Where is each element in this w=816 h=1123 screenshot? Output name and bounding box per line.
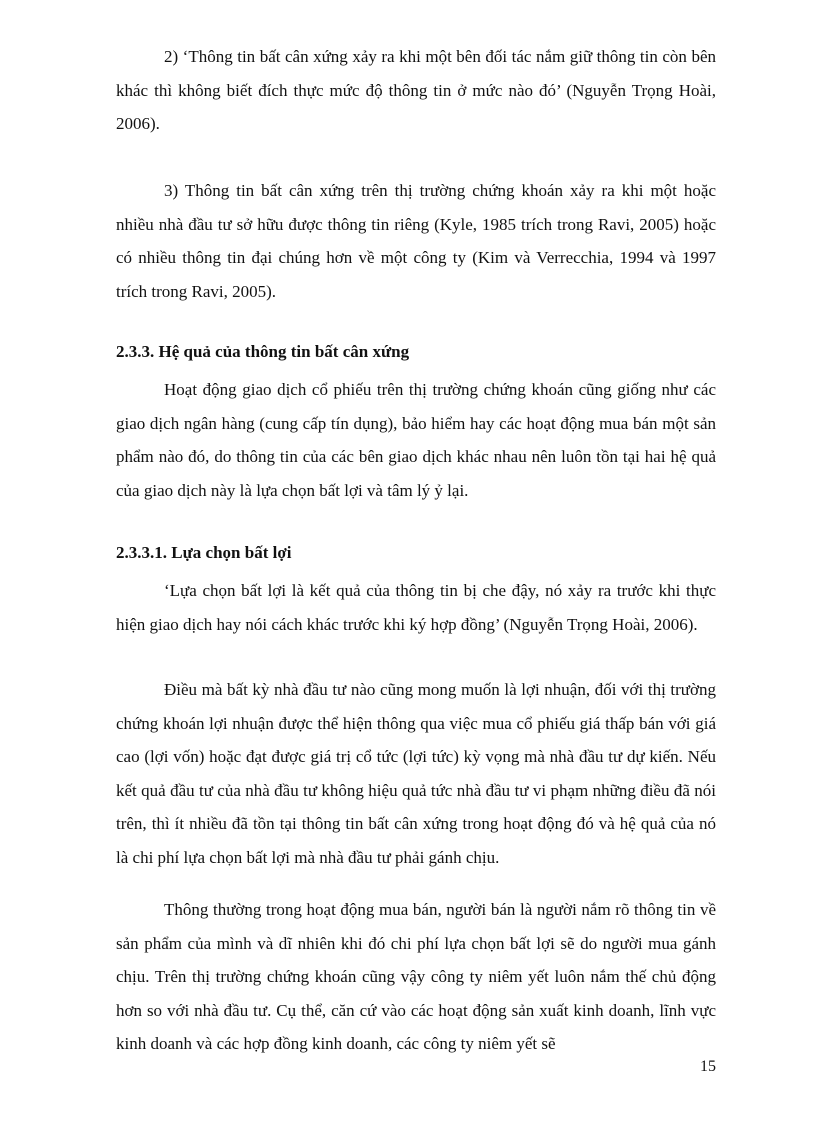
paragraph-definition-3: 3) Thông tin bất cân xứng trên thị trường chứng khoán xảy ra khi một hoặc nhiều nhà đầu tư sở hữu được thông tin riêng (Kyle, 1985 trích trong Ravi, 2005) hoặc có nhiều thông tin đại chúng hơn về một công ty (Kim và Verrecchia, 1994 và 1997 trích trong Ravi, 2005). (116, 181, 716, 301)
paragraph-adverse-selection-definition: ‘Lựa chọn bất lợi là kết quả của thông tin bị che đậy, nó xảy ra trước khi thực hiện giao dịch hay nói cách khác trước khi ký hợp đồng’ (Nguyễn Trọng Hoài, 2006). (116, 581, 716, 634)
section-heading-2-3-3: 2.3.3. Hệ quả của thông tin bất cân xứng (116, 342, 410, 361)
paragraph-investor-profit: Điều mà bất kỳ nhà đầu tư nào cũng mong muốn là lợi nhuận, đối với thị trường chứng khoán lợi nhuận được thể hiện thông qua việc mua cổ phiếu giá thấp bán với giá cao (lợi vốn) hoặc đạt được giá trị cổ tức (lợi tức) kỳ vọng mà nhà đầu tư dự kiến. Nếu kết quả đầu tư của nhà đầu tư không hiệu quả tức nhà đầu tư vi phạm những điều đã nói trên, thì ít nhiều đã tồn tại thông tin bất cân xứng trong hoạt động đó và hệ quả của nó là chi phí lựa chọn bất lợi mà nhà đầu tư phải gánh chịu. (116, 680, 716, 867)
section-heading-2-3-3-1: 2.3.3.1. Lựa chọn bất lợi (116, 543, 292, 562)
paragraph-definition-2: 2) ‘Thông tin bất cân xứng xảy ra khi một bên đối tác nắm giữ thông tin còn bên khác thì không biết đích thực mức độ thông tin ở mức nào đó’ (Nguyễn Trọng Hoài, 2006). (116, 47, 716, 133)
paragraph-consequences-intro: Hoạt động giao dịch cổ phiếu trên thị trường chứng khoán cũng giống như các giao dịch ngân hàng (cung cấp tín dụng), bảo hiểm hay các hoạt động mua bán một sản phẩm nào đó, do thông tin của các bên giao dịch khác nhau nên luôn tồn tại hai hệ quả của giao dịch này là lựa chọn bất lợi và tâm lý ỷ lại. (116, 380, 716, 500)
page-number: 15 (700, 1058, 716, 1075)
paragraph-seller-information: Thông thường trong hoạt động mua bán, người bán là người nắm rõ thông tin về sản phẩm của mình và dĩ nhiên khi đó chi phí lựa chọn bất lợi sẽ do người mua gánh chịu. Trên thị trường chứng khoán cũng vậy công ty niêm yết luôn nắm thế chủ động hơn so với nhà đầu tư. Cụ thể, căn cứ vào các hoạt động sản xuất kinh doanh, lĩnh vực kinh doanh và các hợp đồng kinh doanh, các công ty niêm yết sẽ (116, 900, 716, 1053)
